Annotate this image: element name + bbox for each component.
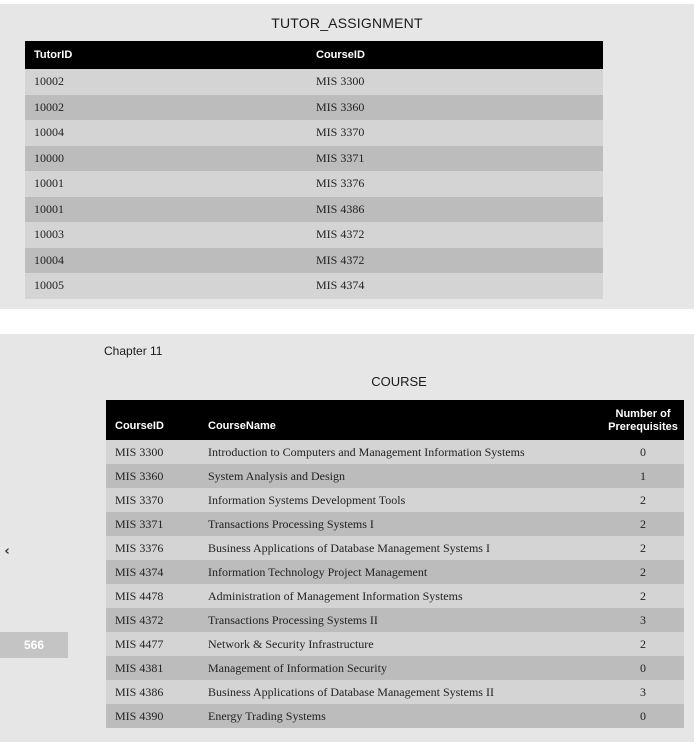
cell-coursename: Information Technology Project Management [199,560,602,584]
cell-courseid: MIS 4386 [316,197,603,223]
column-header-courseid: CourseID [316,41,603,69]
column-header-prerequisites: Number of Prerequisites [602,400,684,440]
cell-prerequisites: 0 [602,440,684,464]
table-row [106,656,684,680]
column-header-courseid: CourseID [106,400,199,440]
cell-coursename: Introduction to Computers and Management Information Systems [199,440,602,464]
tutor-assignment-title: TUTOR_ASSIGNMENT [271,15,423,31]
table-row [25,222,603,248]
table-row [25,248,603,274]
cell-courseid: MIS 3376 [316,171,603,197]
cell-coursename: Transactions Processing Systems I [199,512,602,536]
column-header-coursename: CourseName [199,400,602,440]
cell-coursename: Management of Information Security [199,656,602,680]
cell-tutorid: 10002 [25,95,316,121]
table-row [25,120,603,146]
cell-courseid: MIS 4381 [106,656,199,680]
cell-courseid: MIS 3300 [106,440,199,464]
table-row [106,680,684,704]
cell-courseid: MIS 4372 [316,222,603,248]
cell-courseid: MIS 4390 [106,704,199,728]
cell-courseid: MIS 4374 [106,560,199,584]
cell-prerequisites: 1 [602,464,684,488]
cell-courseid: MIS 3370 [316,120,603,146]
course-table-title: COURSE [371,374,427,389]
cell-courseid: MIS 3300 [316,69,603,95]
table-header-row [25,41,603,69]
cell-tutorid: 10004 [25,120,316,146]
cell-courseid: MIS 3371 [316,146,603,172]
table-row [106,608,684,632]
table-row [106,488,684,512]
cell-tutorid: 10001 [25,197,316,223]
course-page-panel [0,334,694,742]
cell-prerequisites: 0 [602,704,684,728]
cell-coursename: Administration of Management Information Systems [199,584,602,608]
table-row [25,146,603,172]
table-row [106,464,684,488]
cell-courseid: MIS 4386 [106,680,199,704]
page-number-badge: 566 [0,632,68,658]
cell-courseid: MIS 3360 [316,95,603,121]
cell-courseid: MIS 3360 [106,464,199,488]
table-row [106,704,684,728]
cell-tutorid: 10005 [25,273,316,299]
table-row [106,584,684,608]
cell-tutorid: 10003 [25,222,316,248]
cell-tutorid: 10001 [25,171,316,197]
cell-coursename: Network & Security Infrastructure [199,632,602,656]
cell-prerequisites: 2 [602,536,684,560]
cell-tutorid: 10000 [25,146,316,172]
tutor-assignment-table [25,41,603,299]
table-row [25,171,603,197]
cell-coursename: Transactions Processing Systems II [199,608,602,632]
table-row [25,95,603,121]
cell-prerequisites: 2 [602,512,684,536]
cell-prerequisites: 0 [602,656,684,680]
table-row [25,69,603,95]
cell-prerequisites: 3 [602,680,684,704]
cell-courseid: MIS 4478 [106,584,199,608]
chevron-left-icon[interactable]: ‹ [4,543,10,559]
course-table [106,400,684,728]
tutor-assignment-panel [0,4,694,309]
table-row [106,632,684,656]
cell-prerequisites: 3 [602,608,684,632]
cell-courseid: MIS 4372 [316,248,603,274]
table-row [106,560,684,584]
table-row [25,273,603,299]
cell-tutorid: 10004 [25,248,316,274]
cell-courseid: MIS 3376 [106,536,199,560]
cell-coursename: Energy Trading Systems [199,704,602,728]
cell-coursename: Information Systems Development Tools [199,488,602,512]
table-row [106,512,684,536]
cell-tutorid: 10002 [25,69,316,95]
cell-prerequisites: 2 [602,560,684,584]
column-header-tutorid: TutorID [25,41,316,69]
cell-courseid: MIS 4372 [106,608,199,632]
cell-courseid: MIS 4477 [106,632,199,656]
cell-coursename: Business Applications of Database Management Systems II [199,680,602,704]
cell-prerequisites: 2 [602,584,684,608]
cell-coursename: Business Applications of Database Management Systems I [199,536,602,560]
table-header-row [106,400,684,440]
table-row [25,197,603,223]
cell-prerequisites: 2 [602,488,684,512]
table-row [106,536,684,560]
cell-courseid: MIS 3371 [106,512,199,536]
cell-courseid: MIS 4374 [316,273,603,299]
table-row [106,440,684,464]
cell-coursename: System Analysis and Design [199,464,602,488]
cell-courseid: MIS 3370 [106,488,199,512]
cell-prerequisites: 2 [602,632,684,656]
chapter-label: Chapter 11 [104,344,163,358]
